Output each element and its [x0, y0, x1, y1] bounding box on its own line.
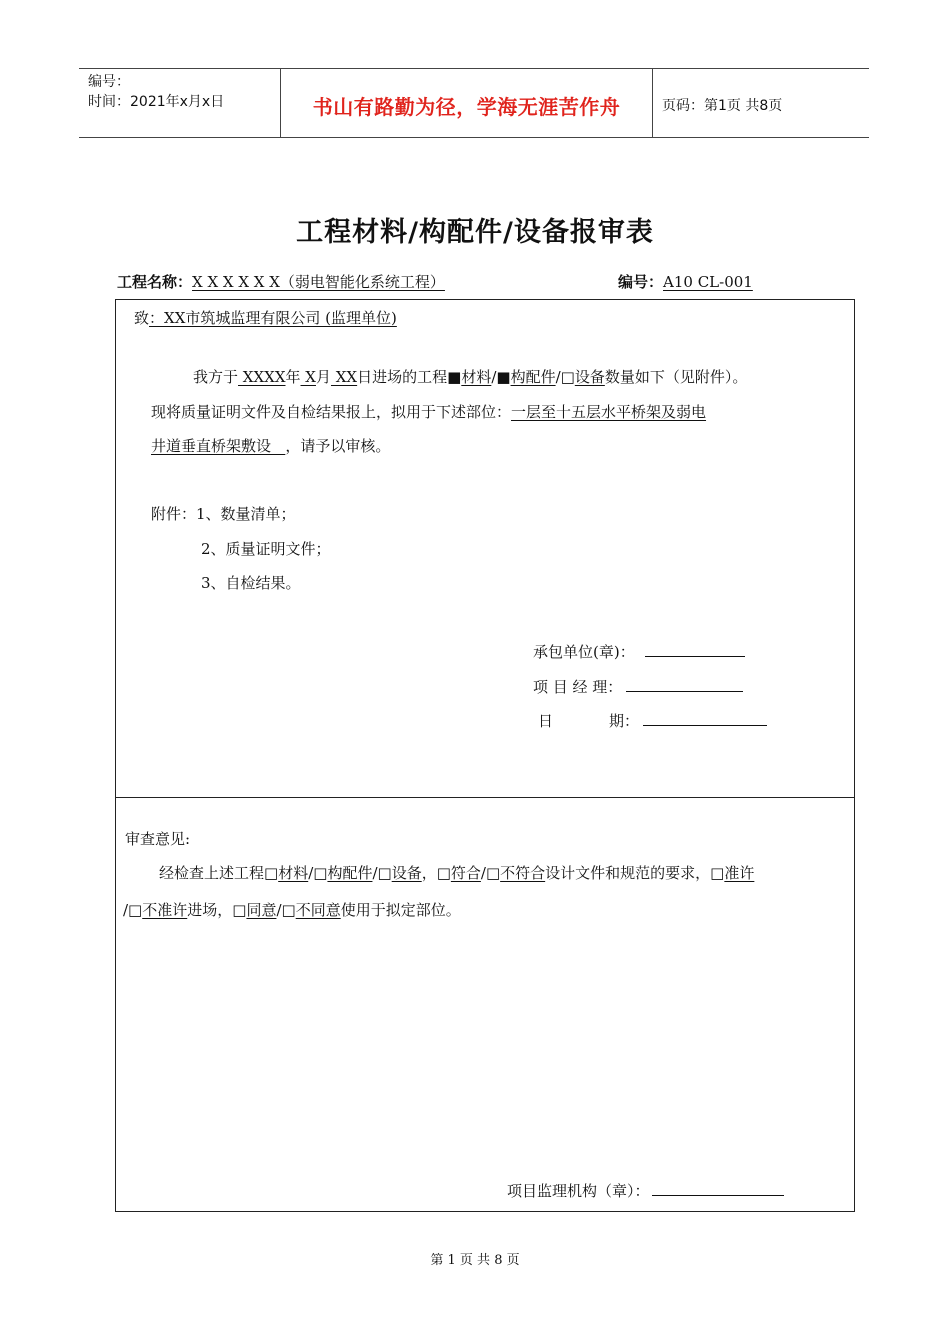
date-blank — [643, 724, 767, 726]
text: ，请予以审核。 — [285, 437, 391, 455]
submission-paragraph-line-1 — [193, 366, 747, 387]
project-name-label: 工程名称： — [117, 273, 193, 291]
text: /□ — [123, 901, 143, 919]
addressee-prefix: 致 — [134, 309, 150, 327]
allow-entry-option: 准许 — [724, 864, 755, 882]
text: 日进场的工程■ — [357, 368, 462, 386]
document-time-label: 时间：2021年x月x日 — [88, 94, 225, 110]
text: 经检查上述工程□ — [159, 864, 279, 882]
approval-form — [115, 299, 855, 1212]
contractor-signature-line — [533, 641, 745, 662]
section-divider — [116, 797, 854, 798]
text: /□ — [480, 864, 501, 882]
text: ，□ — [421, 864, 451, 882]
attachment-3: 3、自检结果。 — [201, 574, 301, 592]
text: 月 — [315, 368, 331, 386]
material-option: 材料 — [461, 368, 492, 386]
text: 我方于 — [193, 368, 239, 386]
text: /■ — [491, 368, 511, 386]
submission-paragraph-line-2 — [151, 401, 706, 422]
contractor-label: 承包单位(章)： — [533, 643, 635, 661]
conform-option: 符合 — [450, 864, 481, 882]
header-center-cell — [280, 69, 653, 137]
entry-month: X — [300, 368, 316, 386]
header-page-info: 页码：第1页 共8页 — [662, 98, 783, 114]
usage-location: 一层至十五层水平桥架及弱电 — [511, 403, 707, 421]
form-code-value: A10 CL-001 — [663, 273, 753, 291]
review-equipment-option: 设备 — [391, 864, 422, 882]
entry-day: XX — [330, 368, 358, 386]
supervisor-blank — [652, 1194, 784, 1196]
project-name-value: X X X X X X（弱电智能化系统工程） — [192, 273, 445, 291]
text: /□ — [308, 864, 328, 882]
text: 年 — [285, 368, 301, 386]
addressee-line — [134, 307, 397, 328]
usage-location-continued: 井道垂直桥架敷设 — [151, 437, 286, 455]
disagree-option: 不同意 — [295, 901, 341, 919]
supervisor-signature-line — [507, 1180, 784, 1201]
manager-signature-line — [533, 676, 743, 697]
text: /□ — [555, 368, 575, 386]
supervisor-label: 项目监理机构（章）： — [507, 1182, 650, 1200]
review-material-option: 材料 — [278, 864, 309, 882]
text: 进场，□ — [187, 901, 247, 919]
equipment-option: 设备 — [574, 368, 605, 386]
review-line-2 — [123, 899, 461, 920]
document-number-label: 编号： — [88, 74, 130, 90]
date-signature-line — [538, 710, 767, 731]
component-option: 构配件 — [510, 368, 556, 386]
agree-option: 同意 — [246, 901, 277, 919]
page-footer: 第 1 页 共 8 页 — [430, 1253, 520, 1268]
text: 现将质量证明文件及自检结果报上，拟用于下述部位： — [151, 403, 512, 421]
review-line-1 — [159, 862, 754, 883]
form-code-label: 编号： — [618, 273, 664, 291]
header-right-cell — [652, 69, 869, 137]
entry-year: XXXX — [238, 368, 286, 386]
text: 使用于拟定部位。 — [340, 901, 461, 919]
disallow-entry-option: 不准许 — [142, 901, 188, 919]
attachment-1: 附件：1、数量清单； — [151, 505, 296, 523]
review-component-option: 构配件 — [327, 864, 373, 882]
date-label-end: 期： — [609, 712, 640, 730]
text: /□ — [276, 901, 296, 919]
header-motto: 书山有路勤为径，学海无涯苦作舟 — [312, 95, 621, 119]
text: 设计文件和规范的要求，□ — [545, 864, 725, 882]
nonconform-option: 不符合 — [500, 864, 546, 882]
page-header — [79, 68, 869, 138]
contractor-blank — [645, 655, 745, 657]
form-title: 工程材料/构配件/设备报审表 — [296, 217, 654, 248]
project-name-line — [117, 271, 445, 292]
header-left-cell — [79, 69, 280, 137]
addressee-value: ：XX市筑城监理有限公司 (监理单位) — [149, 309, 397, 327]
date-label-start: 日 — [538, 712, 554, 730]
submission-paragraph-line-3 — [151, 435, 390, 456]
form-code-line — [618, 271, 753, 292]
manager-blank — [626, 690, 743, 692]
text: 数量如下（见附件）。 — [604, 368, 748, 386]
review-opinion-label: 审查意见: — [125, 830, 191, 848]
manager-label: 项 目 经 理： — [533, 678, 623, 696]
attachment-2: 2、质量证明文件； — [201, 540, 331, 558]
text: /□ — [372, 864, 392, 882]
